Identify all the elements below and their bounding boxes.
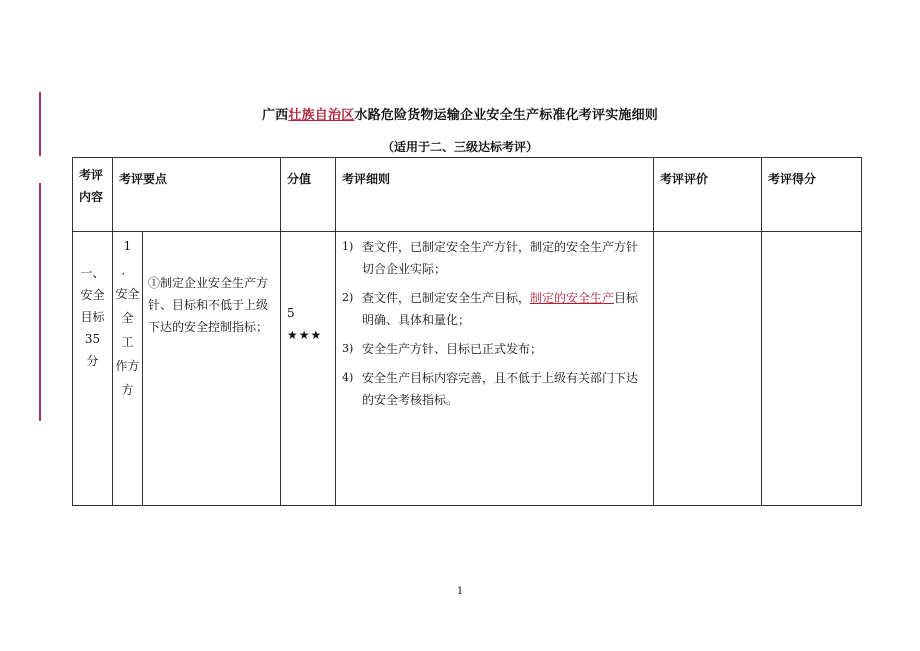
list-item: 1) 查文件，已制定安全生产方针，制定的安全生产方针切合企业实际； [342,240,639,276]
details-list [342,236,647,411]
header-points: 考评要点 [113,158,281,232]
header-score: 分值 [281,158,336,232]
score-value: 5 [287,306,295,320]
revision-mark [39,183,41,421]
header-category: 考评 内容 [73,158,113,232]
header-details: 考评细则 [336,158,654,232]
table-row [73,232,862,506]
title-post: 水路危险货物运输企业安全生产标准化考评实施细则 [354,108,659,123]
list-item: 2) 查文件，已制定安全生产目标，制定的安全生产目标明确、具体和量化； [342,291,639,327]
header-evaluation: 考评评价 [654,158,762,232]
details-cell [336,232,654,506]
category-cell: 一、 安全 目标 35 分 [73,232,113,506]
evaluation-point-cell: ①制定企业安全生产方针、目标和不低于上级下达的安全控制指标； [143,232,281,506]
highlighted-text: 制定的安全生产 [530,291,615,305]
title-pre: 广西 [261,108,289,123]
table-header-row [73,158,862,232]
document-title [0,104,920,123]
page-number: 1 [456,586,464,597]
title-highlight: 壮族自治区 [288,108,355,123]
list-item: 3) 安全生产方针、目标已正式发布； [342,342,543,356]
criteria-table [72,157,862,506]
list-item: 4) 安全生产目标内容完善，且不低于上级有关部门下达的安全考核指标。 [342,371,639,407]
score-cell [281,232,336,506]
item-number-cell: 1 ． 安全 全 工 作方 方 [113,232,143,506]
result-cell[interactable] [762,232,862,506]
evaluation-cell[interactable] [654,232,762,506]
header-result: 考评得分 [762,158,862,232]
star-rating: ★★★ [287,328,323,342]
document-subtitle: （适用于二、三级达标考评） [381,140,538,154]
